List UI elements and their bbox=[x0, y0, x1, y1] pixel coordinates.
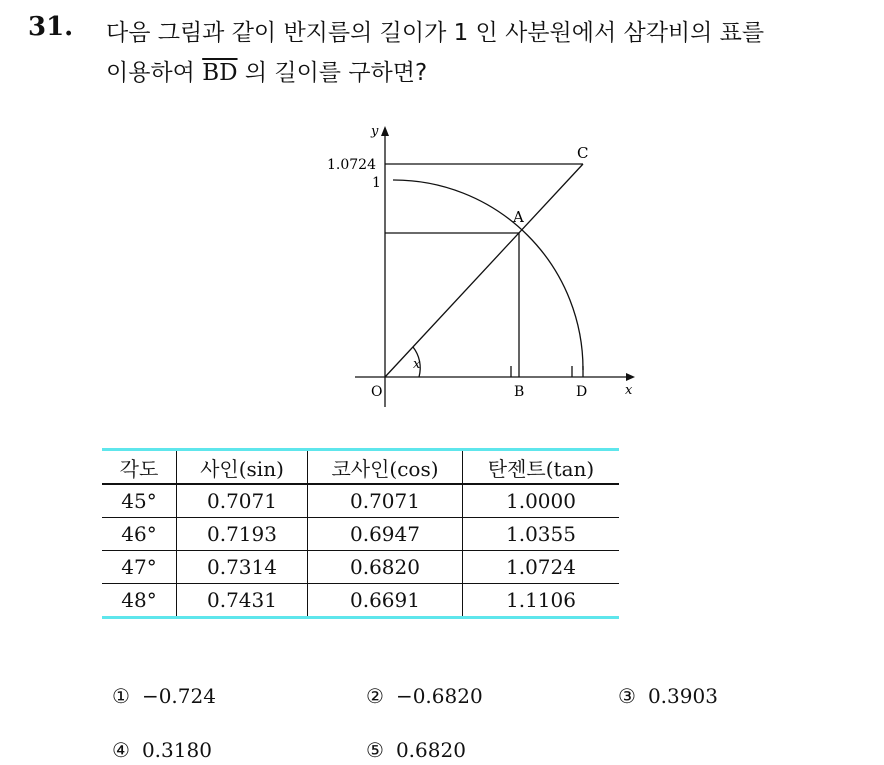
y-tick-1: 1 bbox=[372, 175, 381, 191]
question-text-line2 bbox=[106, 54, 876, 87]
header-angle: 각도 bbox=[102, 450, 177, 485]
cell-angle: 45° bbox=[102, 484, 177, 518]
segment-bd: $\overline{BD}$ bbox=[202, 60, 238, 86]
cell-angle: 46° bbox=[102, 518, 177, 551]
choice-2-value: −0.6820 bbox=[395, 684, 483, 708]
quarter-circle-figure bbox=[315, 118, 645, 408]
cell-sin: 0.7431 bbox=[177, 584, 308, 618]
table-header-row bbox=[102, 450, 619, 485]
x-axis-label: x bbox=[625, 383, 633, 398]
question-text-before: 이용하여 bbox=[106, 60, 195, 86]
y-axis-arrow bbox=[381, 126, 389, 136]
choice-1-mark: ① bbox=[112, 684, 130, 708]
origin-label: O bbox=[371, 384, 383, 400]
cell-sin: 0.7071 bbox=[177, 484, 308, 518]
choice-1-value: −0.724 bbox=[141, 684, 216, 708]
choice-4-mark: ④ bbox=[112, 738, 130, 762]
cell-angle: 47° bbox=[102, 551, 177, 584]
choice-4[interactable] bbox=[112, 738, 212, 762]
choice-1[interactable] bbox=[112, 684, 216, 708]
table-row bbox=[102, 584, 619, 618]
header-cos: 코사인(cos) bbox=[308, 450, 463, 485]
cell-sin: 0.7193 bbox=[177, 518, 308, 551]
cell-cos: 0.6691 bbox=[308, 584, 463, 618]
choice-2[interactable] bbox=[366, 684, 483, 708]
question-text-line1: 다음 그림과 같이 반지름의 길이가 1 인 사분원에서 삼각비의 표를 bbox=[106, 20, 765, 46]
point-c-label: C bbox=[577, 144, 589, 162]
table-row bbox=[102, 551, 619, 584]
cell-tan: 1.1106 bbox=[463, 584, 620, 618]
angle-label: x bbox=[413, 357, 421, 372]
choice-3-value: 0.3903 bbox=[647, 684, 718, 708]
cell-tan: 1.0000 bbox=[463, 484, 620, 518]
choice-5-mark: ⑤ bbox=[366, 738, 384, 762]
point-b-label: B bbox=[514, 384, 525, 400]
x-axis-arrow bbox=[626, 373, 635, 381]
question-number: 31. bbox=[28, 12, 74, 42]
y-tick-1-0724: 1.0724 bbox=[327, 157, 376, 173]
trig-table bbox=[102, 448, 619, 619]
cell-cos: 0.6820 bbox=[308, 551, 463, 584]
table-row bbox=[102, 484, 619, 518]
cell-sin: 0.7314 bbox=[177, 551, 308, 584]
point-a-label: A bbox=[513, 208, 524, 226]
choice-3-mark: ③ bbox=[618, 684, 636, 708]
choice-4-value: 0.3180 bbox=[141, 738, 212, 762]
table-row bbox=[102, 518, 619, 551]
choice-2-mark: ② bbox=[366, 684, 384, 708]
cell-cos: 0.6947 bbox=[308, 518, 463, 551]
point-d-label: D bbox=[576, 384, 588, 400]
header-tan: 탄젠트(tan) bbox=[463, 450, 620, 485]
cell-cos: 0.7071 bbox=[308, 484, 463, 518]
cell-angle: 48° bbox=[121, 588, 157, 612]
cell-tan: 1.0724 bbox=[463, 551, 620, 584]
segment-oc bbox=[385, 164, 583, 377]
cell-tan: 1.0355 bbox=[463, 518, 620, 551]
y-axis-label: y bbox=[371, 124, 379, 139]
choice-5[interactable] bbox=[366, 738, 466, 762]
quarter-arc bbox=[393, 180, 583, 370]
question-text-after: 의 길이를 구하면? bbox=[244, 60, 428, 86]
choice-3[interactable] bbox=[618, 684, 718, 708]
header-sin: 사인(sin) bbox=[177, 450, 308, 485]
choice-5-value: 0.6820 bbox=[395, 738, 466, 762]
